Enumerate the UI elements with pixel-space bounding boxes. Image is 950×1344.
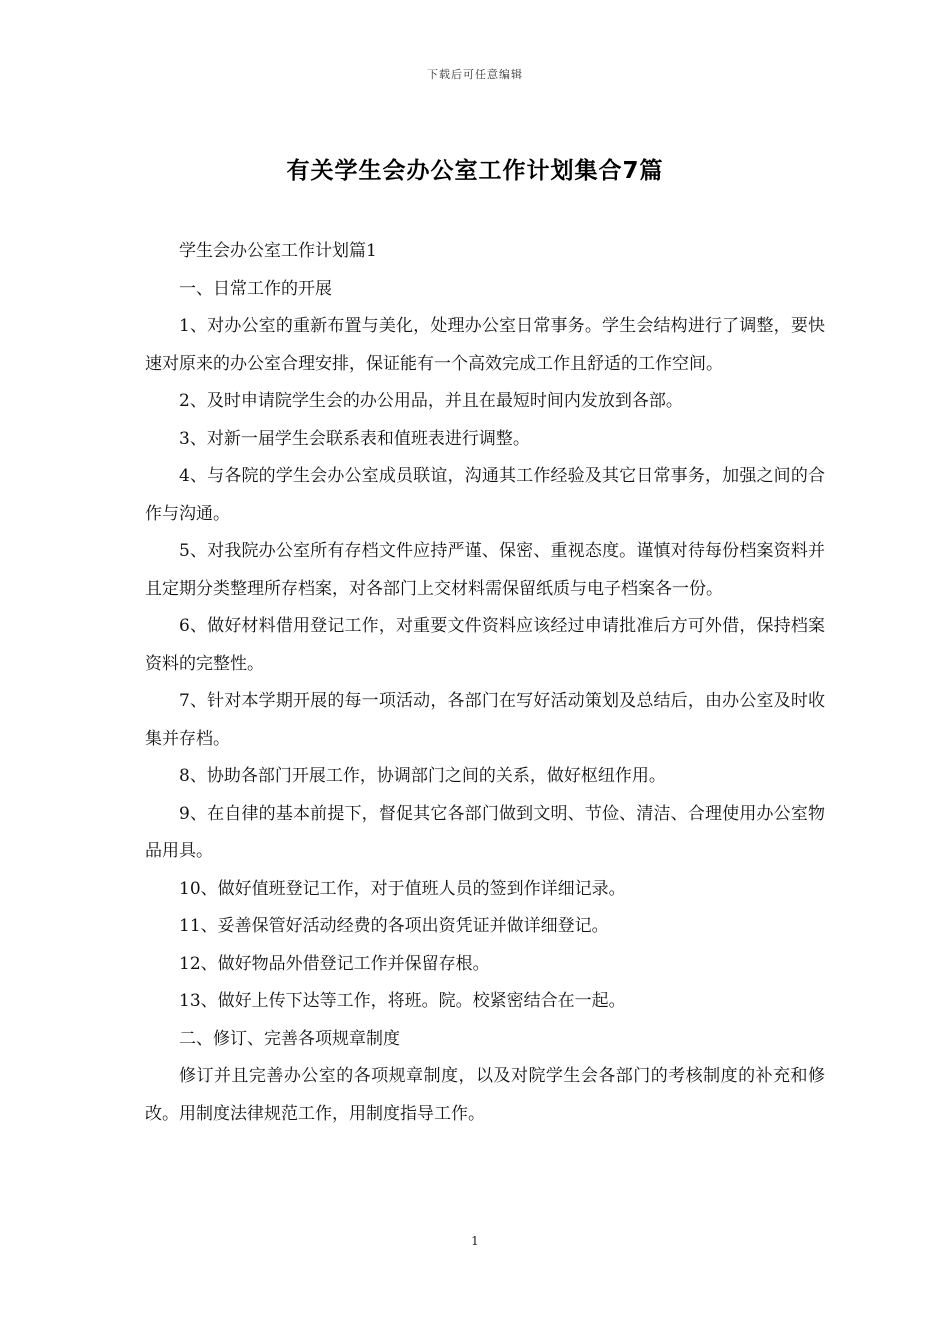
paragraph: 6、做好材料借用登记工作，对重要文件资料应该经过申请批准后方可外借，保持档案资料的完整性。	[145, 616, 825, 674]
paragraph: 5、对我院办公室所有存档文件应持严谨、保密、重视态度。谨慎对待每份档案资料并且定期分类整理所存档案，对各部门上交材料需保留纸质与电子档案各一份。	[145, 541, 825, 599]
document-title: 有关学生会办公室工作计划集合7篇	[286, 158, 664, 184]
subsection-heading: 一、日常工作的开展	[179, 278, 332, 299]
paragraph: 7、针对本学期开展的每一项活动，各部门在写好活动策划及总结后，由办公室及时收集并存档。	[145, 691, 825, 749]
subsection-heading: 二、修订、完善各项规章制度	[179, 1028, 400, 1049]
paragraph: 4、与各院的学生会办公室成员联谊，沟通其工作经验及其它日常事务，加强之间的合作与沟通。	[145, 466, 825, 524]
document-body	[145, 233, 825, 1133]
paragraph: 1、对办公室的重新布置与美化，处理办公室日常事务。学生会结构进行了调整，要快速对原来的办公室合理安排，保证能有一个高效完成工作且舒适的工作空间。	[145, 316, 825, 374]
paragraph: 10、做好值班登记工作，对于值班人员的签到作详细记录。	[179, 878, 626, 899]
paragraph: 2、及时申请院学生会的办公用品，并且在最短时间内发放到各部。	[179, 391, 683, 411]
paragraph: 13、做好上传下达等工作，将班。院。校紧密结合在一起。	[179, 991, 626, 1011]
section-heading: 学生会办公室工作计划篇1	[179, 241, 377, 261]
paragraph: 3、对新一届学生会联系表和值班表进行调整。	[179, 428, 530, 449]
paragraph: 11、妥善保管好活动经费的各项出资凭证并做详细登记。	[179, 916, 609, 936]
header-note: 下载后可任意编辑	[427, 68, 523, 81]
page-number: 1	[471, 1234, 479, 1248]
paragraph: 修订并且完善办公室的各项规章制度，以及对院学生会各部门的考核制度的补充和修改。用制度法律规范工作，用制度指导工作。	[145, 1066, 825, 1124]
paragraph: 9、在自律的基本前提下，督促其它各部门做到文明、节俭、清洁、合理使用办公室物品用具。	[145, 803, 825, 861]
paragraph: 12、做好物品外借登记工作并保留存根。	[179, 953, 490, 974]
paragraph: 8、协助各部门开展工作，协调部门之间的关系，做好枢纽作用。	[179, 766, 666, 786]
